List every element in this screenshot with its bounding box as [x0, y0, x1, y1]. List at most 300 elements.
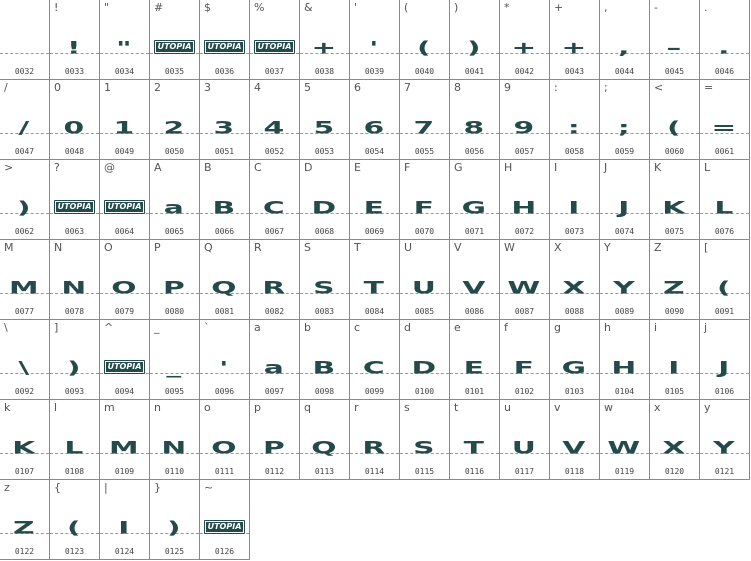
glyph-code-label: 0064	[114, 227, 135, 236]
glyph-sample: ;	[617, 119, 632, 138]
glyph-code-label: 0089	[614, 307, 635, 316]
glyph-code-label: 0037	[264, 67, 285, 76]
glyph-character-label: w	[604, 401, 613, 414]
utopia-logo-text: UTOPIA	[254, 40, 296, 54]
glyph-character-label: I	[554, 161, 558, 174]
glyph-sample: )	[17, 199, 32, 218]
glyph-sample: _	[166, 359, 183, 378]
glyph-cell[interactable]	[700, 400, 750, 480]
glyph-sample: Q	[211, 279, 238, 298]
glyph-character-label: Q	[204, 241, 213, 254]
glyph-character-label: !	[54, 1, 59, 14]
glyph-sample: W	[607, 439, 642, 458]
glyph-code-label: 0032	[14, 67, 35, 76]
glyph-sample: O	[111, 279, 138, 298]
glyph-cell[interactable]	[200, 0, 250, 80]
glyph-sample: R	[262, 279, 287, 298]
glyph-cell[interactable]	[700, 240, 750, 320]
glyph-sample: 3	[213, 119, 236, 138]
glyph-code-label: 0059	[614, 147, 635, 156]
glyph-cell[interactable]	[100, 0, 150, 80]
utopia-logo-glyph	[200, 520, 249, 532]
glyph-code-label: 0067	[264, 227, 285, 236]
glyph-character-label: -	[654, 1, 658, 14]
glyph-code-label: 0110	[164, 467, 185, 476]
glyph-code-label: 0040	[414, 67, 435, 76]
glyph-character-label: ,	[604, 1, 608, 14]
glyph-code-label: 0098	[314, 387, 335, 396]
glyph-code-label: 0051	[214, 147, 235, 156]
glyph-code-label: 0046	[714, 67, 735, 76]
glyph-code-label: 0122	[14, 547, 35, 556]
glyph-code-label: 0075	[664, 227, 685, 236]
glyph-code-label: 0061	[714, 147, 735, 156]
glyph-code-label: 0116	[464, 467, 485, 476]
glyph-code-label: 0078	[64, 307, 85, 316]
glyph-code-label: 0076	[714, 227, 735, 236]
glyph-sample: B	[312, 359, 337, 378]
glyph-sample: )	[67, 359, 82, 378]
glyph-character-label: (	[404, 1, 409, 14]
utopia-logo-text: UTOPIA	[104, 360, 146, 374]
glyph-sample: 2	[163, 119, 186, 138]
glyph-sample: I	[668, 359, 681, 378]
glyph-code-label: 0036	[214, 67, 235, 76]
glyph-code-label: 0043	[564, 67, 585, 76]
glyph-code-label: 0121	[714, 467, 735, 476]
glyph-sample: U	[511, 439, 538, 458]
glyph-code-label: 0093	[64, 387, 85, 396]
utopia-logo-text: UTOPIA	[154, 40, 196, 54]
glyph-sample: (	[667, 119, 682, 138]
glyph-character-label: 3	[204, 81, 211, 94]
glyph-code-label: 0107	[14, 467, 35, 476]
glyph-code-label: 0033	[64, 67, 85, 76]
glyph-character-label: 6	[354, 81, 361, 94]
glyph-character-label: D	[304, 161, 313, 174]
glyph-sample: 8	[463, 119, 486, 138]
glyph-code-label: 0088	[564, 307, 585, 316]
glyph-code-label: 0126	[214, 547, 235, 556]
utopia-logo-text: UTOPIA	[204, 40, 246, 54]
glyph-code-label: 0082	[264, 307, 285, 316]
glyph-sample: G	[461, 199, 488, 218]
glyph-sample: 9	[513, 119, 536, 138]
glyph-character-label: z	[4, 481, 10, 494]
glyph-character-label: 0	[54, 81, 61, 94]
glyph-sample: (	[67, 519, 82, 538]
glyph-code-label: 0056	[464, 147, 485, 156]
glyph-code-label: 0113	[314, 467, 335, 476]
utopia-logo-glyph	[50, 200, 99, 212]
glyph-code-label: 0063	[64, 227, 85, 236]
glyph-code-label: 0125	[164, 547, 185, 556]
glyph-sample: –	[666, 39, 683, 58]
glyph-code-label: 0038	[314, 67, 335, 76]
glyph-code-label: 0052	[264, 147, 285, 156]
glyph-code-label: 0102	[514, 387, 535, 396]
glyph-character-label: 8	[454, 81, 461, 94]
glyph-sample: Z	[663, 279, 686, 298]
glyph-character-label: :	[554, 81, 558, 94]
glyph-code-label: 0111	[214, 467, 235, 476]
utopia-logo-text: UTOPIA	[104, 200, 146, 214]
glyph-code-label: 0112	[264, 467, 285, 476]
glyph-character-label: N	[54, 241, 63, 254]
glyph-character-label: R	[254, 241, 262, 254]
glyph-sample: Z	[13, 519, 36, 538]
glyph-sample: V	[562, 439, 587, 458]
glyph-character-label: 5	[304, 81, 311, 94]
glyph-character-label: e	[454, 321, 461, 334]
glyph-sample: 4	[263, 119, 286, 138]
glyph-sample: ,	[618, 39, 631, 58]
glyph-code-label: 0091	[714, 307, 735, 316]
glyph-sample: M	[9, 279, 40, 298]
glyph-cell[interactable]	[150, 480, 200, 560]
glyph-sample: O	[211, 439, 238, 458]
glyph-code-label: 0066	[214, 227, 235, 236]
glyph-character-label: p	[254, 401, 261, 414]
glyph-code-label: 0086	[464, 307, 485, 316]
glyph-code-label: 0124	[114, 547, 135, 556]
glyph-sample: a	[163, 199, 186, 218]
glyph-sample: M	[109, 439, 140, 458]
glyph-character-label: ]	[54, 321, 59, 334]
glyph-sample: E	[363, 199, 386, 218]
glyph-sample: (	[717, 279, 732, 298]
glyph-cell[interactable]	[700, 0, 750, 80]
glyph-character-label: O	[104, 241, 113, 254]
glyph-sample: I	[118, 519, 131, 538]
glyph-character-label: +	[554, 1, 564, 14]
glyph-character-label: 9	[504, 81, 511, 94]
glyph-code-label: 0044	[614, 67, 635, 76]
glyph-character-label: P	[154, 241, 161, 254]
glyph-code-label: 0084	[364, 307, 385, 316]
glyph-character-label: u	[504, 401, 511, 414]
glyph-code-label: 0095	[164, 387, 185, 396]
glyph-sample: D	[311, 199, 338, 218]
glyph-sample: G	[561, 359, 588, 378]
glyph-character-label: &	[304, 1, 313, 14]
glyph-code-label: 0083	[314, 307, 335, 316]
glyph-sample: C	[362, 359, 387, 378]
utopia-logo-text: UTOPIA	[54, 200, 96, 214]
glyph-sample: Y	[713, 439, 736, 458]
glyph-character-label: Y	[604, 241, 611, 254]
glyph-code-label: 0053	[314, 147, 335, 156]
glyph-code-label: 0081	[214, 307, 235, 316]
glyph-sample: U	[411, 279, 438, 298]
glyph-character-label: 2	[154, 81, 161, 94]
glyph-sample: J	[618, 199, 631, 218]
glyph-sample: :	[567, 119, 582, 138]
glyph-cell[interactable]	[50, 320, 100, 400]
glyph-character-label: F	[404, 161, 411, 174]
glyph-character-label: ^	[104, 321, 114, 334]
glyph-sample: /	[18, 119, 31, 138]
glyph-character-label: i	[654, 321, 658, 334]
glyph-code-label: 0101	[464, 387, 485, 396]
glyph-code-label: 0055	[414, 147, 435, 156]
glyph-code-label: 0109	[114, 467, 135, 476]
glyph-code-label: 0049	[114, 147, 135, 156]
glyph-character-label: }	[154, 481, 161, 494]
glyph-character-label: K	[654, 161, 662, 174]
glyph-code-label: 0048	[64, 147, 85, 156]
glyph-character-label: E	[354, 161, 361, 174]
glyph-sample: 1	[113, 119, 136, 138]
glyph-character-label: k	[4, 401, 11, 414]
glyph-sample: 7	[413, 119, 436, 138]
glyph-code-label: 0060	[664, 147, 685, 156]
glyph-code-label: 0039	[364, 67, 385, 76]
glyph-code-label: 0096	[214, 387, 235, 396]
glyph-cell[interactable]	[700, 320, 750, 400]
glyph-sample: H	[511, 199, 538, 218]
glyph-sample: '	[219, 359, 230, 378]
glyph-character-label: #	[154, 1, 164, 14]
glyph-sample: '	[369, 39, 380, 58]
glyph-cell[interactable]	[150, 0, 200, 80]
glyph-code-label: 0094	[114, 387, 135, 396]
glyph-cell[interactable]	[50, 160, 100, 240]
glyph-sample: K	[662, 199, 687, 218]
glyph-sample: J	[718, 359, 731, 378]
glyph-sample: =	[711, 119, 738, 138]
glyph-code-label: 0073	[564, 227, 585, 236]
glyph-character-label: %	[254, 1, 265, 14]
glyph-code-label: 0058	[564, 147, 585, 156]
glyph-character-label: `	[204, 321, 210, 334]
glyph-character-label: |	[104, 481, 108, 494]
glyph-code-label: 0045	[664, 67, 685, 76]
glyph-character-label: ;	[604, 81, 608, 94]
glyph-sample: T	[363, 279, 386, 298]
glyph-character-label: c	[354, 321, 361, 334]
glyph-code-label: 0057	[514, 147, 535, 156]
glyph-character-label: q	[304, 401, 311, 414]
glyph-code-label: 0054	[364, 147, 385, 156]
glyph-character-label: H	[504, 161, 513, 174]
glyph-character-label: M	[4, 241, 14, 254]
glyph-character-label: \	[4, 321, 8, 334]
glyph-sample: W	[507, 279, 542, 298]
glyph-character-label: >	[4, 161, 14, 174]
utopia-logo-glyph	[150, 40, 199, 52]
glyph-code-label: 0074	[614, 227, 635, 236]
glyph-sample: D	[411, 359, 438, 378]
glyph-character-label: x	[654, 401, 661, 414]
glyph-code-label: 0077	[14, 307, 35, 316]
glyph-character-label: X	[554, 241, 562, 254]
glyph-character-label: C	[254, 161, 262, 174]
glyph-character-label: 7	[404, 81, 411, 94]
glyph-character-label: a	[254, 321, 261, 334]
glyph-sample: F	[413, 199, 436, 218]
glyph-character-label: _	[154, 321, 160, 334]
glyph-sample: )	[467, 39, 482, 58]
glyph-character-label: d	[404, 321, 411, 334]
glyph-code-label: 0099	[364, 387, 385, 396]
glyph-code-label: 0071	[464, 227, 485, 236]
glyph-sample: +	[311, 39, 338, 58]
glyph-character-label: t	[454, 401, 459, 414]
glyph-sample: C	[262, 199, 287, 218]
glyph-code-label: 0106	[714, 387, 735, 396]
glyph-character-label: Z	[654, 241, 662, 254]
glyph-character-label: l	[54, 401, 58, 414]
glyph-code-label: 0041	[464, 67, 485, 76]
glyph-sample: +	[561, 39, 588, 58]
glyph-character-label: o	[204, 401, 211, 414]
glyph-code-label: 0092	[14, 387, 35, 396]
glyph-code-label: 0065	[164, 227, 185, 236]
glyph-sample: H	[611, 359, 638, 378]
glyph-character-label: v	[554, 401, 561, 414]
glyph-sample: I	[568, 199, 581, 218]
glyph-character-label: *	[504, 1, 510, 14]
glyph-sample: \	[18, 359, 31, 378]
glyph-code-label: 0115	[414, 467, 435, 476]
glyph-character-label: J	[604, 161, 608, 174]
glyph-character-label: L	[704, 161, 711, 174]
glyph-code-label: 0117	[514, 467, 535, 476]
glyph-cell[interactable]	[0, 160, 50, 240]
glyph-character-label: '	[354, 1, 358, 14]
utopia-logo-text: UTOPIA	[204, 520, 246, 534]
glyph-sample: L	[64, 439, 85, 458]
glyph-sample: P	[262, 439, 287, 458]
glyph-character-label: j	[704, 321, 708, 334]
glyph-character-label: f	[504, 321, 508, 334]
glyph-code-label: 0050	[164, 147, 185, 156]
glyph-sample: S	[313, 279, 336, 298]
glyph-sample: S	[413, 439, 436, 458]
glyph-cell[interactable]	[700, 80, 750, 160]
glyph-code-label: 0035	[164, 67, 185, 76]
glyph-character-label: <	[654, 81, 664, 94]
glyph-sample: K	[12, 439, 37, 458]
glyph-code-label: 0042	[514, 67, 535, 76]
glyph-sample: X	[662, 439, 687, 458]
glyph-sample: V	[462, 279, 487, 298]
glyph-code-label: 0105	[664, 387, 685, 396]
glyph-sample: R	[362, 439, 387, 458]
glyph-sample: L	[714, 199, 735, 218]
glyph-code-label: 0097	[264, 387, 285, 396]
glyph-character-label: y	[704, 401, 711, 414]
glyph-character-label: 4	[254, 81, 261, 94]
glyph-code-label: 0114	[364, 467, 385, 476]
glyph-character-label: S	[304, 241, 311, 254]
glyph-code-label: 0068	[314, 227, 335, 236]
glyph-character-label: W	[504, 241, 515, 254]
glyph-sample: N	[61, 279, 88, 298]
glyph-sample: a	[263, 359, 286, 378]
glyph-character-label: b	[304, 321, 311, 334]
glyph-character-label: h	[604, 321, 611, 334]
glyph-sample: F	[513, 359, 536, 378]
glyph-code-label: 0070	[414, 227, 435, 236]
glyph-character-label: )	[454, 1, 459, 14]
glyph-code-label: 0062	[14, 227, 35, 236]
glyph-sample: X	[562, 279, 587, 298]
glyph-character-label: B	[204, 161, 212, 174]
glyph-sample: E	[463, 359, 486, 378]
glyph-cell[interactable]	[700, 160, 750, 240]
glyph-character-label: m	[104, 401, 115, 414]
glyph-code-label: 0087	[514, 307, 535, 316]
glyph-code-label: 0079	[114, 307, 135, 316]
glyph-character-label: [	[704, 241, 709, 254]
glyph-sample: Y	[613, 279, 636, 298]
glyph-sample: !	[67, 39, 82, 58]
glyph-code-label: 0034	[114, 67, 135, 76]
utopia-logo-glyph	[200, 40, 249, 52]
glyph-sample: N	[161, 439, 188, 458]
glyph-character-label: G	[454, 161, 463, 174]
glyph-code-label: 0100	[414, 387, 435, 396]
glyph-sample: +	[511, 39, 538, 58]
glyph-character-label: ~	[204, 481, 214, 494]
glyph-sample: Q	[311, 439, 338, 458]
glyph-code-label: 0108	[64, 467, 85, 476]
glyph-sample: 5	[313, 119, 336, 138]
glyph-sample: P	[162, 279, 187, 298]
glyph-code-label: 0080	[164, 307, 185, 316]
glyph-code-label: 0085	[414, 307, 435, 316]
glyph-sample: 6	[363, 119, 386, 138]
glyph-sample: B	[212, 199, 237, 218]
glyph-character-label: "	[104, 1, 110, 14]
glyph-sample: T	[463, 439, 486, 458]
glyph-code-label: 0120	[664, 467, 685, 476]
glyph-character-label: {	[54, 481, 61, 494]
glyph-character-label: V	[454, 241, 462, 254]
glyph-character-label: r	[354, 401, 359, 414]
glyph-sample: (	[417, 39, 432, 58]
glyph-sample: "	[116, 39, 133, 58]
glyph-sample: )	[167, 519, 182, 538]
glyph-character-label: $	[204, 1, 211, 14]
glyph-code-label: 0104	[614, 387, 635, 396]
glyph-code-label: 0090	[664, 307, 685, 316]
glyph-character-label: .	[704, 1, 708, 14]
glyph-code-label: 0118	[564, 467, 585, 476]
glyph-character-label: =	[704, 81, 714, 94]
glyph-character-label: s	[404, 401, 410, 414]
glyph-code-label: 0069	[364, 227, 385, 236]
glyph-sample: .	[718, 39, 731, 58]
glyph-character-label: U	[404, 241, 413, 254]
glyph-character-label: n	[154, 401, 161, 414]
glyph-cell[interactable]	[200, 480, 250, 560]
glyph-character-label: A	[154, 161, 162, 174]
glyph-sample: 0	[63, 119, 86, 138]
glyph-character-label: /	[4, 81, 8, 94]
glyph-character-label: @	[104, 161, 115, 174]
glyph-character-label: 1	[104, 81, 111, 94]
glyph-code-label: 0047	[14, 147, 35, 156]
glyph-code-label: 0119	[614, 467, 635, 476]
glyph-code-label: 0123	[64, 547, 85, 556]
glyph-code-label: 0103	[564, 387, 585, 396]
glyph-code-label: 0072	[514, 227, 535, 236]
glyph-character-label: T	[354, 241, 361, 254]
glyph-character-label: g	[554, 321, 561, 334]
